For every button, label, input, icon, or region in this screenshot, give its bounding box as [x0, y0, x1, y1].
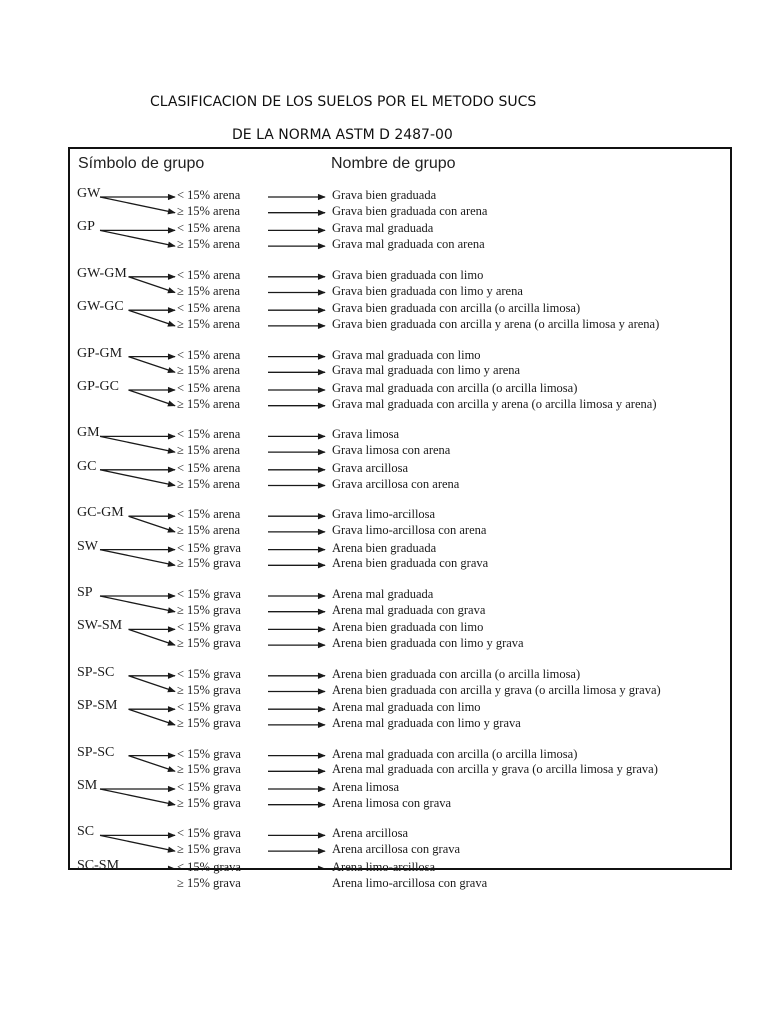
group-name: Arena bien graduada con arcilla y grava (o arcilla limosa y grava)	[332, 682, 661, 697]
condition-label: ≥ 15% grava	[177, 715, 241, 730]
branch-arrow	[100, 230, 175, 246]
condition-label: ≥ 15% arena	[177, 203, 241, 218]
group-name: Grava bien graduada con arcilla y arena (o arcilla limosa y arena)	[332, 316, 660, 331]
condition-label: < 15% arena	[177, 381, 241, 395]
branch-arrow	[129, 629, 176, 645]
group-symbol: SM	[77, 778, 98, 793]
group-name: Arena limo-arcillosa con grava	[332, 875, 488, 890]
condition-label: < 15% grava	[177, 666, 241, 681]
condition-label: ≥ 15% arena	[177, 363, 241, 378]
group-name: Arena bien graduada con arcilla (o arcilla limosa)	[332, 666, 581, 681]
condition-label: < 15% arena	[177, 221, 241, 236]
group-symbol: GP-GC	[77, 379, 120, 394]
group-name: Grava mal graduada con arena	[332, 237, 485, 252]
condition-label: < 15% arena	[177, 507, 241, 522]
group-name: Arena bien graduada con limo	[332, 620, 484, 635]
group-name: Arena mal graduada con grava	[332, 602, 486, 617]
group-symbol: SW	[77, 538, 98, 554]
condition-label: < 15% arena	[177, 460, 241, 475]
group-symbol: SC	[77, 824, 95, 840]
group-name: Arena arcillosa con grava	[332, 842, 461, 857]
group-name: Arena arcillosa	[332, 826, 409, 841]
group-symbol: GC	[77, 458, 97, 474]
group-name: Grava mal graduada	[332, 221, 434, 236]
condition-label: < 15% grava	[177, 780, 241, 794]
condition-label: ≥ 15% grava	[177, 602, 241, 617]
group-name: Grava arcillosa con arena	[332, 476, 460, 491]
group-name: Grava mal graduada con limo	[332, 347, 481, 362]
group-name: Grava arcillosa	[332, 460, 409, 475]
group-name: Grava mal graduada con arcilla y arena (o arcilla limosa y arena)	[332, 396, 657, 411]
branch-arrow	[129, 357, 176, 373]
condition-label: < 15% grava	[177, 620, 241, 635]
group-name: Arena mal graduada	[332, 587, 434, 601]
group-symbol: SP-SM	[77, 698, 118, 714]
group-name: Grava mal graduada con limo y arena	[332, 363, 521, 378]
document-subtitle: DE LA NORMA ASTM D 2487-00	[232, 127, 453, 143]
condition-label: ≥ 15% arena	[177, 522, 241, 537]
condition-label: < 15% arena	[177, 267, 241, 282]
condition-label: < 15% arena	[177, 301, 241, 316]
group-name: Grava mal graduada con arcilla (o arcilla limosa)	[332, 381, 578, 395]
group-symbol: SC-SM	[77, 857, 120, 873]
group-name: Arena limosa	[332, 780, 399, 794]
condition-label: ≥ 15% grava	[177, 682, 241, 697]
group-name: Grava bien graduada	[332, 188, 437, 202]
condition-label: ≥ 15% arena	[177, 476, 241, 491]
branch-arrow	[100, 470, 175, 486]
group-name: Arena bien graduada	[332, 540, 437, 555]
condition-label: ≥ 15% arena	[177, 237, 241, 252]
header-symbol: Símbolo de grupo	[78, 155, 205, 172]
condition-label: ≥ 15% grava	[177, 842, 241, 857]
branch-arrow	[100, 835, 175, 851]
group-name: Grava limosa	[332, 427, 399, 442]
group-name: Arena mal graduada con limo y grava	[332, 715, 521, 730]
condition-label: < 15% arena	[177, 188, 241, 202]
branch-arrow	[129, 277, 176, 293]
condition-label: ≥ 15% arena	[177, 283, 241, 298]
group-name: Arena bien graduada con grava	[332, 556, 489, 571]
group-name: Grava limo-arcillosa	[332, 507, 436, 522]
branch-arrow	[100, 436, 175, 452]
group-name: Grava bien graduada con limo	[332, 267, 484, 282]
condition-label: < 15% grava	[177, 540, 241, 555]
condition-label: < 15% arena	[177, 427, 241, 442]
branch-arrow	[129, 390, 176, 406]
group-symbol: GP-GM	[77, 345, 123, 361]
header-name: Nombre de grupo	[331, 155, 456, 172]
group-name: Grava bien graduada con arcilla (o arcilla limosa)	[332, 301, 581, 316]
condition-label: < 15% grava	[177, 587, 241, 601]
group-name: Arena mal graduada con arcilla y grava (o arcilla limosa y grava)	[332, 762, 658, 777]
group-name: Grava limo-arcillosa con arena	[332, 522, 487, 537]
branch-arrow	[100, 550, 175, 566]
group-name: Arena limosa con grava	[332, 795, 452, 810]
group-symbol: GM	[77, 425, 100, 441]
group-name: Arena limo-arcillosa	[332, 859, 436, 874]
condition-label: ≥ 15% grava	[177, 795, 241, 810]
branch-arrow	[129, 709, 176, 725]
group-name: Grava bien graduada con limo y arena	[332, 283, 523, 298]
condition-label: ≥ 15% arena	[177, 443, 241, 458]
group-symbol: GW	[77, 186, 101, 201]
group-name: Arena bien graduada con limo y grava	[332, 636, 524, 651]
group-name: Grava limosa con arena	[332, 443, 451, 458]
group-name: Arena mal graduada con arcilla (o arcilla limosa)	[332, 746, 578, 761]
group-name: Grava bien graduada con arena	[332, 203, 488, 218]
group-symbol: SP-SC	[77, 664, 115, 680]
branch-arrow	[100, 596, 175, 612]
condition-label: < 15% arena	[177, 347, 241, 362]
condition-label: < 15% grava	[177, 700, 241, 715]
group-symbol: SP	[77, 585, 93, 600]
condition-label: < 15% grava	[177, 859, 241, 874]
condition-label: ≥ 15% grava	[177, 875, 241, 890]
document-title: CLASIFICACION DE LOS SUELOS POR EL METODO SUCS	[150, 94, 537, 110]
condition-label: ≥ 15% grava	[177, 556, 241, 571]
branch-arrow	[100, 197, 175, 213]
condition-label: ≥ 15% grava	[177, 636, 241, 651]
group-symbol: GC-GM	[77, 505, 124, 521]
branch-arrow	[100, 789, 175, 805]
condition-label: < 15% grava	[177, 746, 241, 761]
condition-label: < 15% grava	[177, 826, 241, 841]
group-symbol: GW-GM	[77, 265, 127, 281]
branch-arrow	[129, 676, 176, 692]
branch-arrow	[129, 756, 176, 772]
group-symbol: SW-SM	[77, 618, 123, 634]
condition-label: ≥ 15% arena	[177, 316, 241, 331]
group-symbol: GP	[77, 219, 95, 235]
condition-label: ≥ 15% grava	[177, 762, 241, 777]
classification-table-image	[68, 147, 732, 890]
group-name: Arena mal graduada con limo	[332, 700, 481, 715]
group-symbol: SP-SC	[77, 744, 115, 760]
group-symbol: GW-GC	[77, 299, 124, 315]
branch-arrow	[129, 310, 176, 326]
branch-arrow	[129, 516, 176, 532]
condition-label: ≥ 15% arena	[177, 396, 241, 411]
